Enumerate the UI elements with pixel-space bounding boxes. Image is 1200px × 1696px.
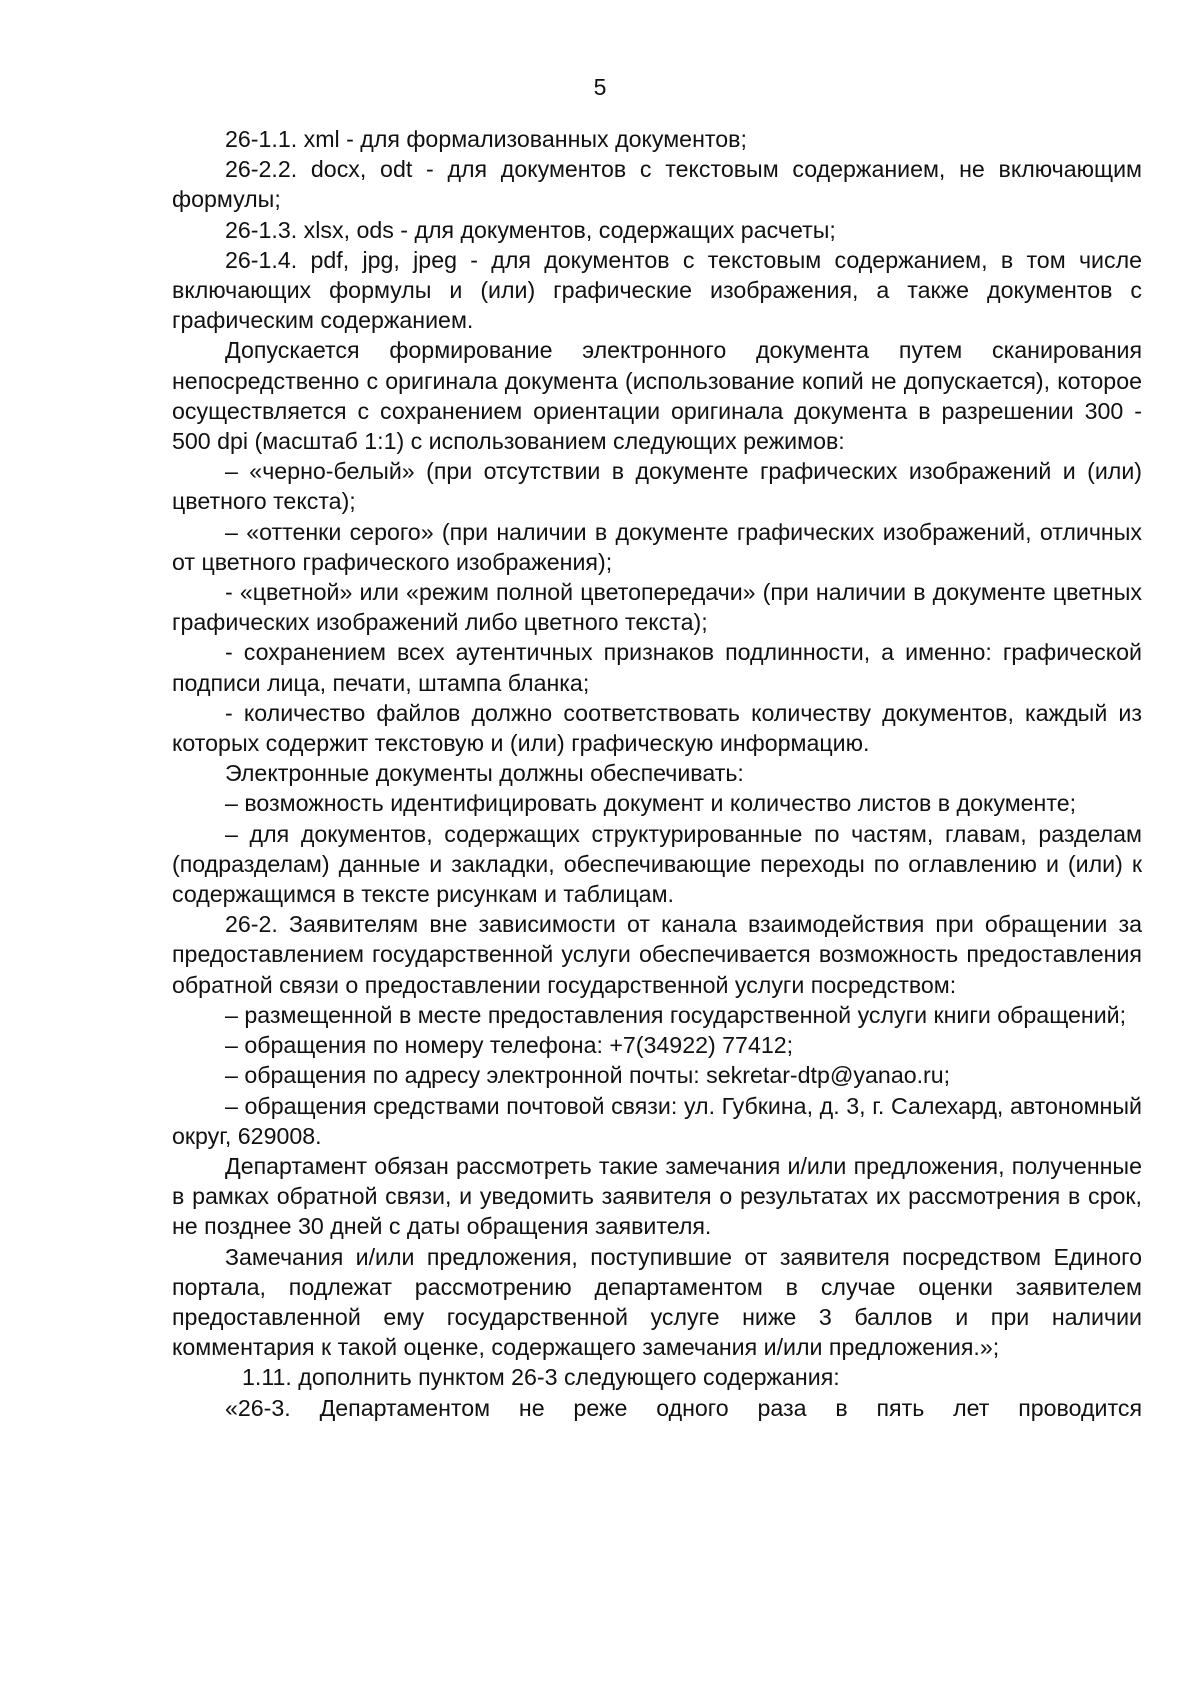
list-item-book: – размещенной в месте предоставления государственной услуги книги обращений; <box>225 1001 1127 1028</box>
paragraph-1-11: 1.11. дополнить пунктом 26-3 следующего содержания: <box>242 1364 840 1391</box>
paragraph-26-3: «26-3. Департаментом не реже одного раза в пять лет проводится <box>225 1394 1142 1421</box>
document-body <box>172 124 1142 1423</box>
list-item-identify: – возможность идентифицировать документ и количество листов в документе; <box>225 790 1077 817</box>
paragraph-department-obliged: Департамент обязан рассмотреть такие замечания и/или предложения, полученные в рамках обратной связи, и уведомить заявителя о результатах их рассмотрения в срок, не позднее 30 дней с даты обращения заявителя. <box>172 1152 1142 1240</box>
paragraph-26-1-1: 26-1.1. xml - для формализованных документов; <box>225 126 747 152</box>
list-item-grayscale: – «оттенки серого» (при наличии в документе графических изображений, отличных от цветного графического изображения); <box>172 518 1142 575</box>
paragraph-remarks: Замечания и/или предложения, поступившие от заявителя посредством Единого портала, подлежат рассмотрению департаментом в случае оценки заявителем предоставленной ему государственной услуге ниже 3 баллов и при наличии комментария к такой оценке, содержащего замечания и/или предложения.»; <box>172 1243 1142 1361</box>
list-item-black-white: – «черно-белый» (при отсутствии в документе графических изображений и (или) цветного текста); <box>172 458 1142 515</box>
list-item-structured: – для документов, содержащих структурированные по частям, главам, разделам (подразделам) данные и закладки, обеспечивающие переходы по оглавлению и (или) к содержащимся в тексте рисункам и таблицам. <box>172 820 1142 908</box>
page-number: 5 <box>593 74 607 100</box>
paragraph-26-2-2: 26-2.2. docx, odt - для документов с текстовым содержанием, не включающим формулы; <box>172 156 1142 213</box>
paragraph-scanning: Допускается формирование электронного документа путем сканирования непосредственно с оригинала документа (использование копий не допускается), которое осуществляется с сохранением ориентации оригинала документа в разрешении 300 - 500 dpi (масштаб 1:1) с использованием следующих режимов: <box>172 337 1142 455</box>
list-item-phone: – обращения по номеру телефона: +7(34922) 77412; <box>225 1032 794 1059</box>
list-item-email: – обращения по адресу электронной почты: sekretar-dtp@yanao.ru; <box>225 1062 951 1089</box>
paragraph-26-2: 26-2. Заявителям вне зависимости от канала взаимодействия при обращении за предоставлением государственной услуги обеспечивается возможность предоставления обратной связи о предоставлении государственной услуги посредством: <box>172 911 1142 998</box>
list-item-file-count: - количество файлов должно соответствовать количеству документов, каждый из которых содержит текстовую и (или) графическую информацию. <box>172 699 1142 757</box>
paragraph-26-1-3: 26-1.3. xlsx, ods - для документов, содержащих расчеты; <box>225 216 836 243</box>
list-item-authenticity: - сохранением всех аутентичных признаков подлинности, а именно: графической подписи лица, печати, штампа бланка; <box>172 639 1142 696</box>
list-item-postal: – обращения средствами почтовой связи: ул. Губкина, д. 3, г. Салехард, автономный округ, 629008. <box>172 1092 1142 1149</box>
paragraph-26-1-4: 26-1.4. pdf, jpg, jpeg - для документов с текстовым содержанием, в том числе включающих формулы и (или) графические изображения, а также документов с графическим содержанием. <box>172 246 1142 334</box>
list-item-color: - «цветной» или «режим полной цветопередачи» (при наличии в документе цветных графических изображений либо цветного текста); <box>172 579 1142 636</box>
paragraph-electronic-docs: Электронные документы должны обеспечивать: <box>225 760 744 787</box>
